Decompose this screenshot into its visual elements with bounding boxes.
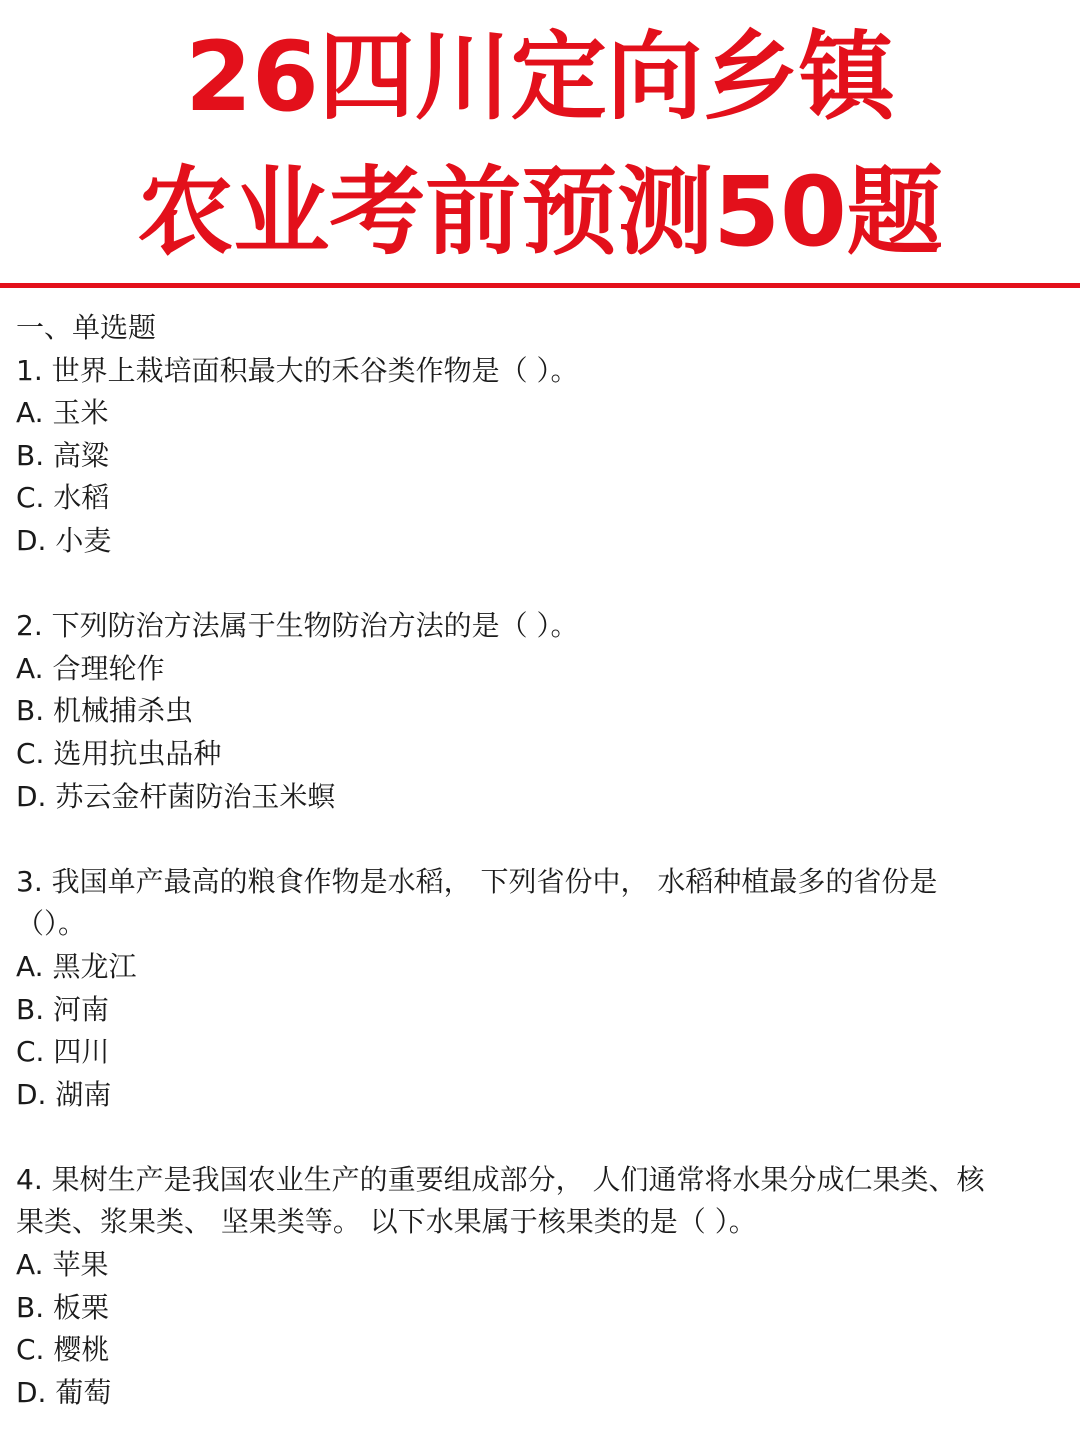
question-4-option-c: C. 樱桃 <box>16 1333 110 1367</box>
question-1-option-d: D. 小麦 <box>16 523 112 557</box>
question-4-option-a: A. 苹果 <box>16 1248 109 1282</box>
question-4-stem-line-2: 果类、浆果类、 坚果类等。 以下水果属于核果类的是（ ）。 <box>16 1205 757 1239</box>
question-2-stem: 2. 下列防治方法属于生物防治方法的是（ ）。 <box>16 609 579 643</box>
question-1-stem: 1. 世界上栽培面积最大的禾谷类作物是（ ）。 <box>16 353 579 387</box>
question-1-option-b: B. 高粱 <box>16 438 110 472</box>
question-3-option-d: D. 湖南 <box>16 1077 112 1111</box>
red-divider <box>0 283 1080 288</box>
section-title: 一、单选题 <box>16 311 157 344</box>
spacer <box>16 1116 1056 1159</box>
question-3-stem-line-2: （）。 <box>16 907 87 941</box>
question-2-option-c: C. 选用抗虫品种 <box>16 736 222 770</box>
question-1-option-a: A. 玉米 <box>16 396 109 430</box>
question-1-option-c: C. 水稻 <box>16 481 110 515</box>
question-3-stem-line-1: 3. 我国单产最高的粮食作物是水稻， 下列省份中， 水稻种植最多的省份是 <box>16 864 938 898</box>
title-line-1: 26四川定向乡镇 <box>185 21 895 133</box>
title-line-2: 农业考前预测50题 <box>137 156 943 268</box>
question-3-option-a: A. 黑龙江 <box>16 949 137 983</box>
question-2-option-b: B. 机械捕杀虫 <box>16 694 194 728</box>
question-2-option-d: D. 苏云金杆菌防治玉米螟 <box>16 779 336 813</box>
question-3-option-b: B. 河南 <box>16 992 110 1026</box>
question-list <box>16 307 1056 1414</box>
spacer <box>16 818 1056 861</box>
question-3-option-c: C. 四川 <box>16 1035 110 1069</box>
question-2-option-a: A. 合理轮作 <box>16 651 165 685</box>
question-4-option-b: B. 板栗 <box>16 1290 110 1324</box>
question-4-option-d: D. 葡萄 <box>16 1375 112 1409</box>
header-banner <box>0 0 1080 286</box>
spacer <box>16 563 1056 606</box>
question-4-stem-line-1: 4. 果树生产是我国农业生产的重要组成部分， 人们通常将水果分成仁果类、核 <box>16 1162 985 1196</box>
